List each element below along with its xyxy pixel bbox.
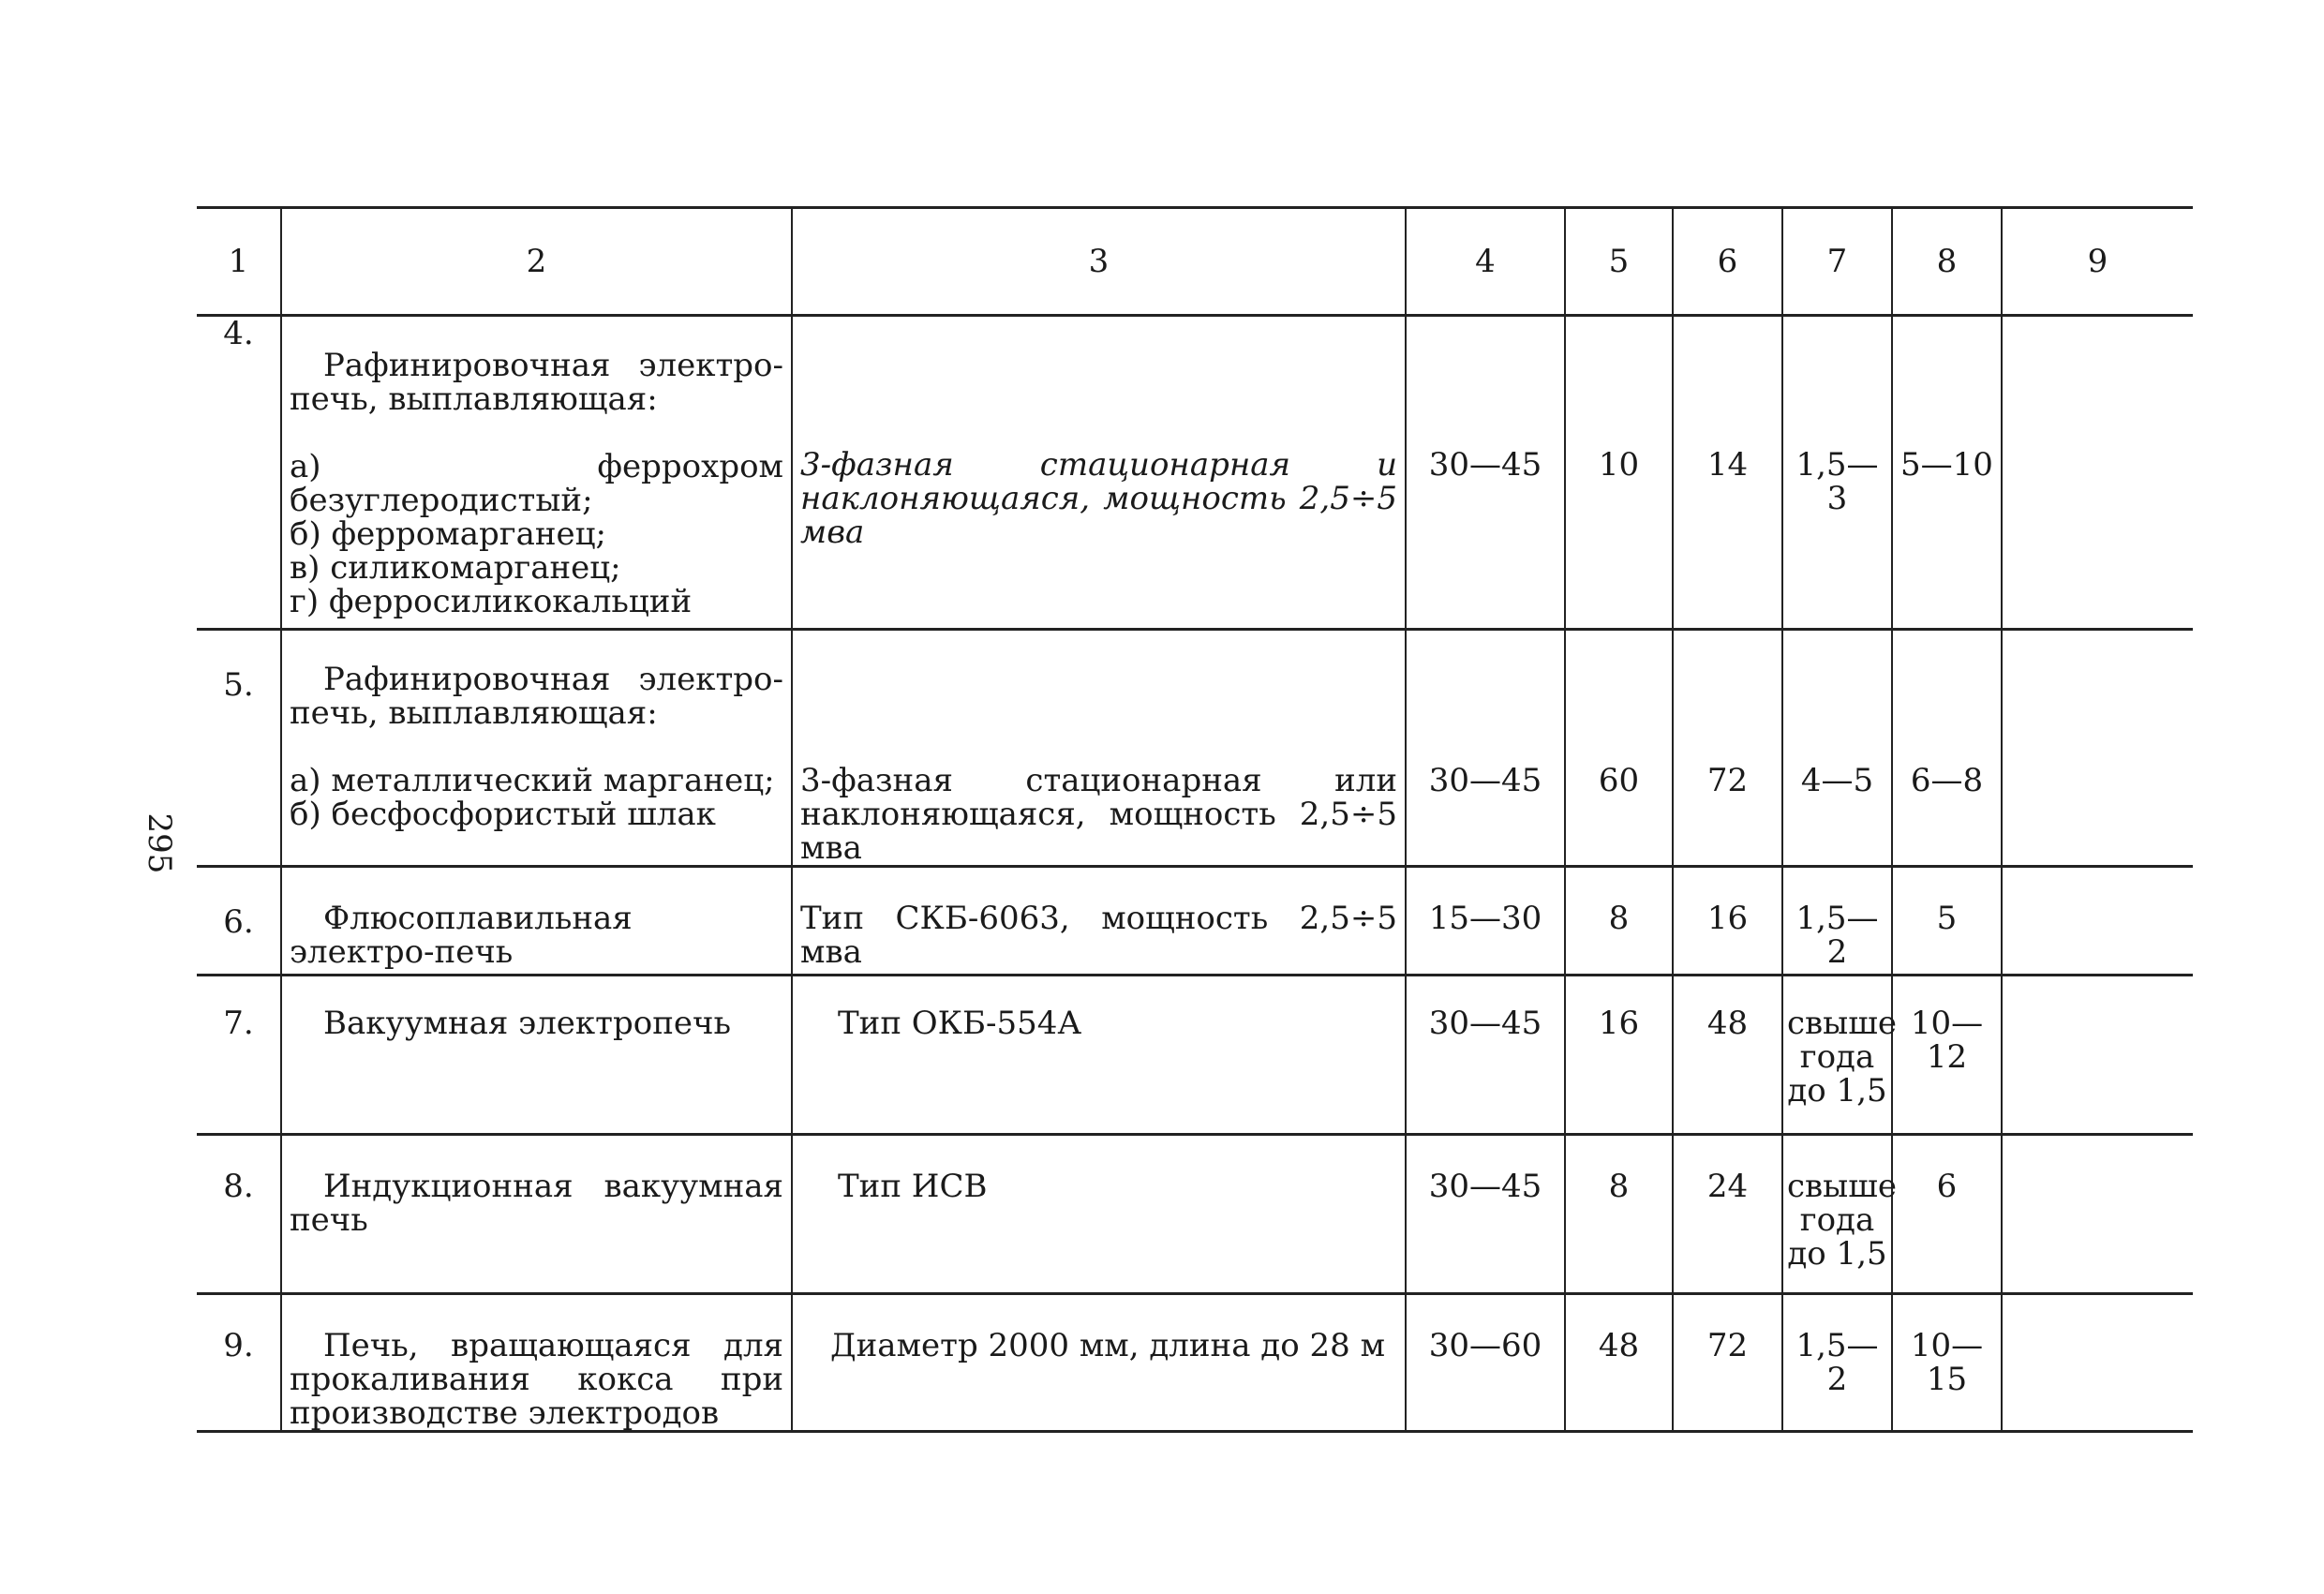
cell-col-6: 72: [1673, 1294, 1782, 1432]
header-col-4: 4: [1406, 208, 1565, 316]
cell-col-6: 16: [1673, 867, 1782, 976]
cell-col-5: 8: [1565, 1135, 1673, 1294]
list-item: б) ферромарганец;: [290, 515, 606, 553]
row-name-cell: [281, 316, 792, 630]
cell-col-6: 24: [1673, 1135, 1782, 1294]
row-number: 9.: [197, 1294, 281, 1432]
cell-col-6: 48: [1673, 976, 1782, 1135]
cell-col-8: 10—15: [1892, 1294, 2002, 1432]
row-subitems: [290, 450, 783, 618]
table-row: [197, 1135, 2193, 1294]
cell-col-7: свыше года до 1,5: [1782, 976, 1892, 1135]
cell-col-4: 30—45: [1406, 630, 1565, 867]
header-col-7: 7: [1782, 208, 1892, 316]
cell-col-9: [2002, 867, 2193, 976]
cell-col-9: [2002, 316, 2193, 630]
cell-col-5: 8: [1565, 867, 1673, 976]
row-number: 4.: [197, 316, 281, 630]
cell-col-8: 6: [1892, 1135, 2002, 1294]
table-row: [197, 976, 2193, 1135]
row-title: Вакуумная электропечь: [323, 1005, 731, 1042]
row-number: 8.: [197, 1135, 281, 1294]
row-title: Рафинировочная электро-печь, выплавляющая:: [290, 661, 783, 732]
cell-col-9: [2002, 630, 2193, 867]
cell-col-7: 1,5—3: [1782, 316, 1892, 630]
cell-col-8: 6—8: [1892, 630, 2002, 867]
row-description-text: 3-фазная стационарная и наклоняющаяся, мощность 2,5÷5 мва: [800, 446, 1397, 551]
table-row: [197, 316, 2193, 630]
row-number: 7.: [197, 976, 281, 1135]
row-name-cell: [281, 1294, 792, 1432]
cell-col-7: свыше года до 1,5: [1782, 1135, 1892, 1294]
row-name-cell: [281, 1135, 792, 1294]
row-description: Тип ИСВ: [792, 1135, 1406, 1294]
cell-col-5: 10: [1565, 316, 1673, 630]
row-description: [792, 316, 1406, 630]
table-row: [197, 1294, 2193, 1432]
cell-col-7: 1,5—2: [1782, 867, 1892, 976]
cell-col-4: 30—45: [1406, 1135, 1565, 1294]
row-description: Диаметр 2000 мм, длина до 28 м: [792, 1294, 1406, 1432]
row-description: 3-фазная стационарная или наклоняющаяся, мощность 2,5÷5 мва: [792, 630, 1406, 867]
list-item: а) металлический марганец;: [290, 762, 775, 799]
row-title: Флюсоплавильная электро-печь: [290, 900, 633, 971]
row-number: 6.: [197, 867, 281, 976]
cell-col-4: 30—60: [1406, 1294, 1565, 1432]
header-col-1: 1: [197, 208, 281, 316]
cell-col-9: [2002, 1294, 2193, 1432]
row-title: Рафинировочная электро-печь, выплавляющая:: [290, 347, 783, 418]
list-item: в) силикомарганец;: [290, 549, 621, 587]
row-description: Тип ОКБ-554А: [792, 976, 1406, 1135]
header-col-6: 6: [1673, 208, 1782, 316]
cell-col-6: 72: [1673, 630, 1782, 867]
cell-col-9: [2002, 976, 2193, 1135]
table-row: [197, 630, 2193, 867]
cell-col-4: 15—30: [1406, 867, 1565, 976]
header-col-2: 2: [281, 208, 792, 316]
cell-col-4: 30—45: [1406, 976, 1565, 1135]
cell-col-5: 60: [1565, 630, 1673, 867]
cell-col-8: 10—12: [1892, 976, 2002, 1135]
header-col-5: 5: [1565, 208, 1673, 316]
row-name-cell: [281, 867, 792, 976]
row-description: Тип СКБ-6063, мощность 2,5÷5 мва: [792, 867, 1406, 976]
header-col-3: 3: [792, 208, 1406, 316]
list-item: г) ферросиликокальций: [290, 583, 693, 620]
equipment-table: [197, 206, 2193, 1433]
table-row: [197, 867, 2193, 976]
row-number: 5.: [197, 630, 281, 867]
row-subitems: [290, 764, 783, 831]
header-col-8: 8: [1892, 208, 2002, 316]
cell-col-9: [2002, 1135, 2193, 1294]
cell-col-5: 48: [1565, 1294, 1673, 1432]
cell-col-4: 30—45: [1406, 316, 1565, 630]
cell-col-8: 5: [1892, 867, 2002, 976]
header-row: [197, 208, 2193, 316]
row-name-cell: [281, 630, 792, 867]
row-name-cell: [281, 976, 792, 1135]
row-title: Печь, вращающаяся для прокаливания кокса при производстве электродов: [290, 1327, 783, 1432]
cell-col-8: 5—10: [1892, 316, 2002, 630]
page-number: 295: [141, 812, 178, 874]
cell-col-6: 14: [1673, 316, 1782, 630]
list-item: б) бесфосфористый шлак: [290, 796, 716, 833]
cell-col-7: 1,5—2: [1782, 1294, 1892, 1432]
cell-col-5: 16: [1565, 976, 1673, 1135]
row-title: Индукционная вакуумная печь: [290, 1168, 783, 1239]
header-col-9: 9: [2002, 208, 2193, 316]
list-item: а) феррохром безуглеродистый;: [290, 448, 783, 519]
cell-col-7: 4—5: [1782, 630, 1892, 867]
